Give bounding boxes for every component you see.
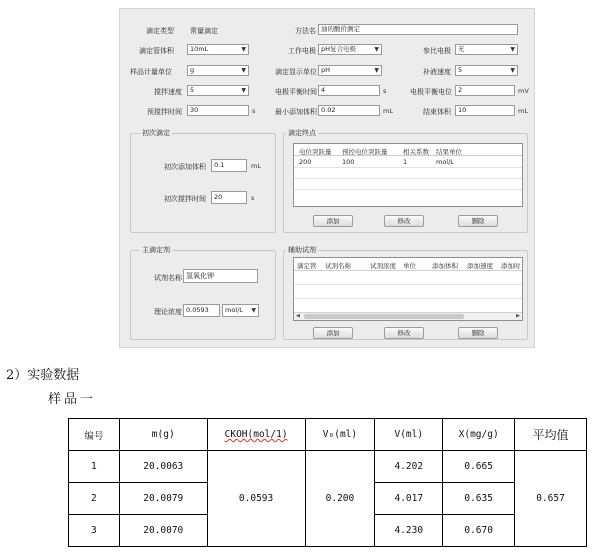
min-add-field[interactable]: 0.02 xyxy=(318,105,380,116)
dispense-speed-value: 5 xyxy=(458,66,463,74)
stir-speed-select[interactable] xyxy=(187,85,249,96)
reference-electrode-value: 无 xyxy=(458,45,465,53)
cell-mass: 20.0079 xyxy=(119,483,207,515)
table-row-divider xyxy=(294,167,522,168)
table-header-row xyxy=(69,419,587,451)
prestir-field[interactable]: 30 xyxy=(187,105,249,116)
header-ckoh-text: CKOH(mol/1) xyxy=(224,429,288,440)
endpoint-col-0: 电位突跃量 xyxy=(299,148,332,156)
table-row-divider xyxy=(294,189,522,190)
eq-potential-label: 电极平衡电位 xyxy=(410,88,452,96)
initial-stir-time-label: 初次搅拌时间 xyxy=(164,195,206,203)
cell-v0: 0.200 xyxy=(305,451,375,547)
endpoint-cell: 200 xyxy=(299,158,312,166)
eq-potential-field[interactable]: 2 xyxy=(455,85,515,96)
chevron-down-icon: ▼ xyxy=(241,67,246,74)
cell-mass: 20.0070 xyxy=(119,515,207,547)
cell-no: 1 xyxy=(69,451,120,483)
aux-col-2: 试剂浓度 xyxy=(370,262,396,270)
eq-potential-unit: mV xyxy=(518,87,529,95)
end-volume-field[interactable]: 10 xyxy=(455,105,515,116)
sample-unit-select[interactable] xyxy=(187,65,249,76)
header-v: V(ml) xyxy=(375,419,443,451)
initial-add-volume-field[interactable]: 0.1 xyxy=(211,159,247,172)
titrant-conc-label: 理论浓度 xyxy=(154,308,182,316)
aux-edit-button[interactable]: 修改 xyxy=(384,327,424,339)
header-average: 平均值 xyxy=(515,419,587,451)
titrant-conc-unit-select[interactable] xyxy=(222,304,259,317)
aux-col-0: 滴定管 xyxy=(297,262,317,270)
chevron-down-icon: ▼ xyxy=(510,67,515,74)
table-row-divider xyxy=(294,178,522,179)
chevron-down-icon: ▼ xyxy=(510,46,515,53)
cell-v: 4.230 xyxy=(375,515,443,547)
cell-ckoh: 0.0593 xyxy=(207,451,305,547)
reference-electrode-select[interactable] xyxy=(455,44,518,55)
table-row xyxy=(69,451,587,483)
scrollbar-thumb[interactable] xyxy=(304,314,464,319)
cell-x: 0.665 xyxy=(443,451,515,483)
main-titrant-title: 主滴定剂 xyxy=(142,246,170,254)
working-electrode-value: pH复合电极 xyxy=(321,45,357,53)
aux-reagent-table[interactable] xyxy=(293,257,523,321)
endpoint-col-1: 预控电位突跃量 xyxy=(342,148,388,156)
burette-volume-label: 滴定管体积 xyxy=(139,47,174,55)
burette-volume-value: 10mL xyxy=(190,45,209,53)
method-name-field[interactable]: 油的酸价测定 xyxy=(318,24,518,35)
initial-titration-title: 初次滴定 xyxy=(142,129,170,137)
sample-unit-value: g xyxy=(190,66,195,74)
stir-speed-label: 搅拌速度 xyxy=(154,88,182,96)
display-unit-value: pH xyxy=(321,66,331,74)
aux-col-1: 试剂名称 xyxy=(325,262,351,270)
cell-v: 4.202 xyxy=(375,451,443,483)
endpoint-add-button[interactable]: 添加 xyxy=(313,215,353,227)
header-v0: V₀(ml) xyxy=(305,419,375,451)
end-volume-label: 结束体积 xyxy=(423,108,451,116)
initial-add-volume-unit: mL xyxy=(251,162,261,170)
chevron-down-icon: ▼ xyxy=(251,307,256,314)
table-row-divider xyxy=(294,284,522,285)
sample-unit-label: 样品计量单位 xyxy=(130,68,172,76)
titration-type-value: 常量滴定 xyxy=(190,27,218,35)
display-unit-select[interactable] xyxy=(318,65,382,76)
scroll-left-icon[interactable]: ◀ xyxy=(296,313,300,319)
cell-mass: 20.0063 xyxy=(119,451,207,483)
cell-no: 3 xyxy=(69,515,120,547)
endpoint-title: 滴定终点 xyxy=(288,129,316,137)
display-unit-label: 滴定显示单位 xyxy=(275,68,317,76)
table-row-divider xyxy=(294,298,522,299)
dispense-speed-select[interactable] xyxy=(455,65,518,76)
aux-delete-button[interactable]: 删除 xyxy=(458,327,498,339)
reference-electrode-label: 参比电极 xyxy=(423,47,451,55)
working-electrode-label: 工作电极 xyxy=(288,47,316,55)
table-header-divider xyxy=(294,270,522,271)
prestir-unit: s xyxy=(252,107,256,115)
working-electrode-select[interactable] xyxy=(318,44,382,55)
aux-table-hscrollbar[interactable] xyxy=(294,312,522,320)
endpoint-col-3: 结果单位 xyxy=(436,148,462,156)
cell-no: 2 xyxy=(69,483,120,515)
aux-reagent-title: 辅助试剂 xyxy=(288,246,316,254)
eq-time-field[interactable]: 4 xyxy=(318,85,380,96)
table-header-divider xyxy=(294,155,522,156)
initial-titration-group xyxy=(130,133,276,233)
aux-col-5: 添加速度 xyxy=(467,262,493,270)
prestir-label: 预搅拌时间 xyxy=(147,108,182,116)
endpoint-cell: mol/L xyxy=(436,158,454,166)
dispense-speed-label: 补液速度 xyxy=(423,68,451,76)
endpoint-cell: 100 xyxy=(342,158,355,166)
min-add-unit: mL xyxy=(383,107,393,115)
stir-speed-value: 5 xyxy=(190,86,195,94)
eq-time-unit: s xyxy=(383,87,387,95)
header-mass: m(g) xyxy=(119,419,207,451)
aux-col-3: 单位 xyxy=(403,262,416,270)
titrant-name-label: 试剂名称 xyxy=(154,274,182,282)
eq-time-label: 电极平衡时间 xyxy=(275,88,317,96)
titrant-name-field[interactable]: 氢氧化钾 xyxy=(183,269,258,283)
endpoint-edit-button[interactable]: 修改 xyxy=(384,215,424,227)
initial-add-volume-label: 初次添加体积 xyxy=(164,163,206,171)
header-x: X(mg/g) xyxy=(443,419,515,451)
header-no: 编号 xyxy=(69,419,120,451)
endpoint-col-2: 相关系数 xyxy=(403,148,429,156)
aux-col-6: 添加时 xyxy=(501,262,521,270)
sample-heading: 样品一 xyxy=(48,392,97,407)
titration-type-label: 滴定类型 xyxy=(146,27,174,35)
cell-x: 0.635 xyxy=(443,483,515,515)
experiment-data-table xyxy=(68,418,587,547)
initial-stir-time-field[interactable]: 20 xyxy=(211,191,247,204)
burette-volume-select[interactable] xyxy=(187,44,249,55)
chevron-down-icon: ▼ xyxy=(241,87,246,94)
endpoint-table[interactable] xyxy=(293,143,523,207)
cell-v: 4.017 xyxy=(375,483,443,515)
aux-add-button[interactable]: 添加 xyxy=(313,327,353,339)
min-add-label: 最小添加体积 xyxy=(275,108,317,116)
header-ckoh xyxy=(207,419,305,451)
chevron-down-icon: ▼ xyxy=(374,67,379,74)
endpoint-cell: 1 xyxy=(403,158,408,166)
main-titrant-group xyxy=(130,250,276,340)
cell-average: 0.657 xyxy=(515,451,587,547)
titrant-conc-field[interactable]: 0.0593 xyxy=(183,304,220,317)
chevron-down-icon: ▼ xyxy=(241,46,246,53)
aux-col-4: 添加体积 xyxy=(432,262,458,270)
initial-stir-time-unit: s xyxy=(251,194,255,202)
titrant-conc-unit-value: mol/L xyxy=(225,306,243,314)
endpoint-delete-button[interactable]: 删除 xyxy=(458,215,498,227)
end-volume-unit: mL xyxy=(518,107,528,115)
titration-settings-window xyxy=(119,8,535,348)
cell-x: 0.670 xyxy=(443,515,515,547)
section-heading: 2）实验数据 xyxy=(6,368,80,383)
method-name-label: 方法名 xyxy=(295,27,316,35)
chevron-down-icon: ▼ xyxy=(374,46,379,53)
scroll-right-icon[interactable]: ▶ xyxy=(516,313,520,319)
